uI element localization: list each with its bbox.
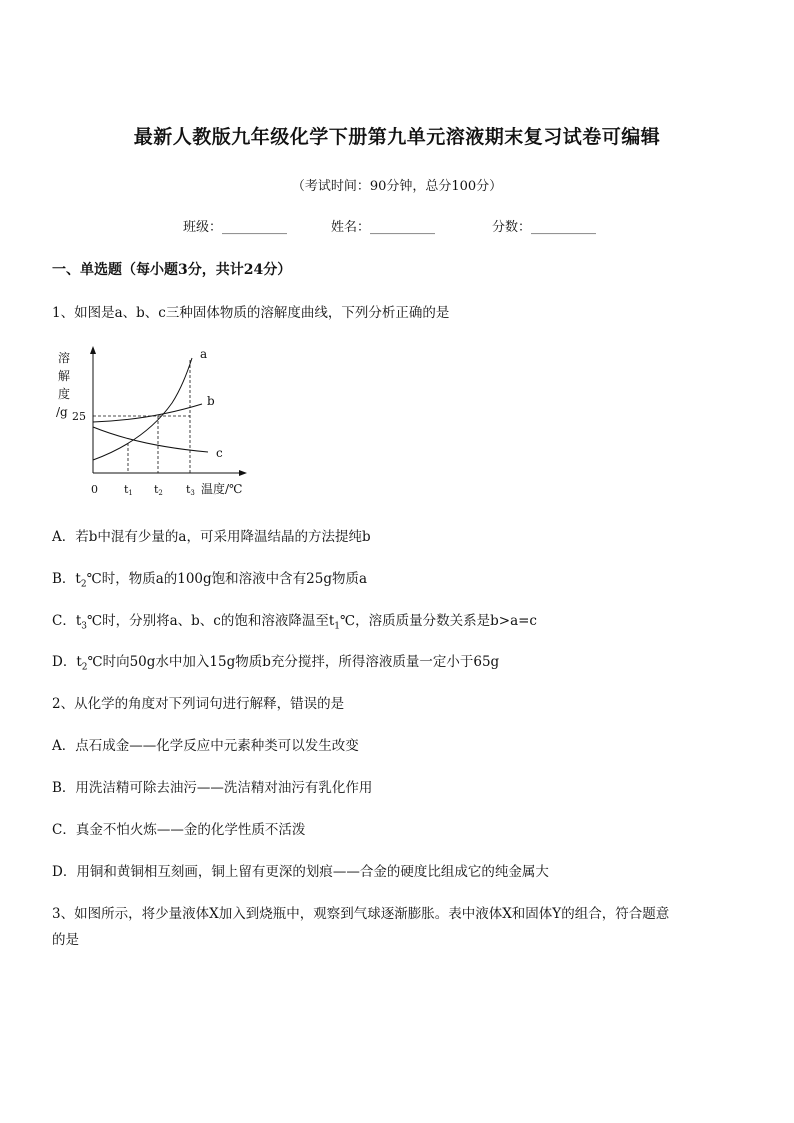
page-title: 最新人教版九年级化学下册第九单元溶液期末复习试卷可编辑	[133, 126, 661, 148]
question-1-stem: 1、如图是a、b、c三种固体物质的溶解度曲线，下列分析正确的是	[52, 305, 450, 321]
exam-subtitle: （考试时间：90分钟，总分100分）	[291, 179, 503, 194]
q1-option-a: A．若b中混有少量的a，可采用降温结晶的方法提纯b	[52, 529, 371, 545]
solubility-curve-figure	[50, 338, 260, 500]
curve-label-b: b	[207, 394, 215, 408]
q2-option-d: D．用铜和黄铜相互刻画，铜上留有更深的划痕——合金的硬度比组成它的纯金属大	[52, 864, 549, 880]
y-axis-label-char: 解	[58, 369, 71, 383]
question-3-stem-line1: 3、如图所示，将少量液体X加入到烧瓶中，观察到气球逐渐膨胀。表中液体X和固体Y的组合，符合题意	[52, 906, 670, 922]
curve-label-c: c	[216, 446, 223, 460]
question-3-stem-line2: 的是	[52, 932, 79, 948]
name-field: 姓名：__________	[331, 220, 436, 235]
q1-option-c: C．$t_3℃$时，分别将a、b、c的饱和溶液降温至$t_1℃$，溶质质量分数关系是b>a=c	[52, 613, 537, 632]
y-tick-label: 25	[72, 410, 86, 423]
curve-b	[93, 404, 202, 422]
curve-a	[93, 358, 192, 460]
q2-option-c: C．真金不怕火炼——金的化学性质不活泼	[52, 822, 306, 838]
question-2-stem: 2、从化学的角度对下列词句进行解释，错误的是	[52, 696, 345, 712]
x-tick-label: t1	[124, 483, 133, 497]
y-axis-label-char: 度	[58, 387, 71, 401]
curve-label-a: a	[200, 347, 208, 361]
score-field: 分数：__________	[492, 220, 597, 235]
origin-label: 0	[91, 483, 98, 496]
x-axis-label: 温度/℃	[201, 482, 243, 496]
q2-option-a: A．点石成金——化学反应中元素种类可以发生改变	[52, 738, 359, 754]
class-field: 班级：__________	[183, 220, 288, 235]
y-axis-label-char: /g	[56, 405, 68, 419]
y-axis-arrow	[90, 346, 96, 354]
x-tick-label: t2	[154, 483, 163, 497]
y-axis-label-char: 溶	[58, 351, 71, 365]
curve-c	[93, 427, 208, 452]
x-axis-arrow	[239, 470, 247, 476]
q1-option-b: B．$t_2℃$时，物质a的100g饱和溶液中含有25g物质a	[52, 571, 368, 590]
x-tick-label: t3	[186, 483, 195, 497]
q2-option-b: B．用洗洁精可除去油污——洗洁精对油污有乳化作用	[52, 780, 373, 796]
section-heading: 一、单选题（每小题3分，共计24分）	[52, 262, 292, 278]
q1-option-d: D．$t_2℃$时向50g水中加入15g物质b充分搅拌，所得溶液质量一定小于65g	[52, 654, 500, 673]
